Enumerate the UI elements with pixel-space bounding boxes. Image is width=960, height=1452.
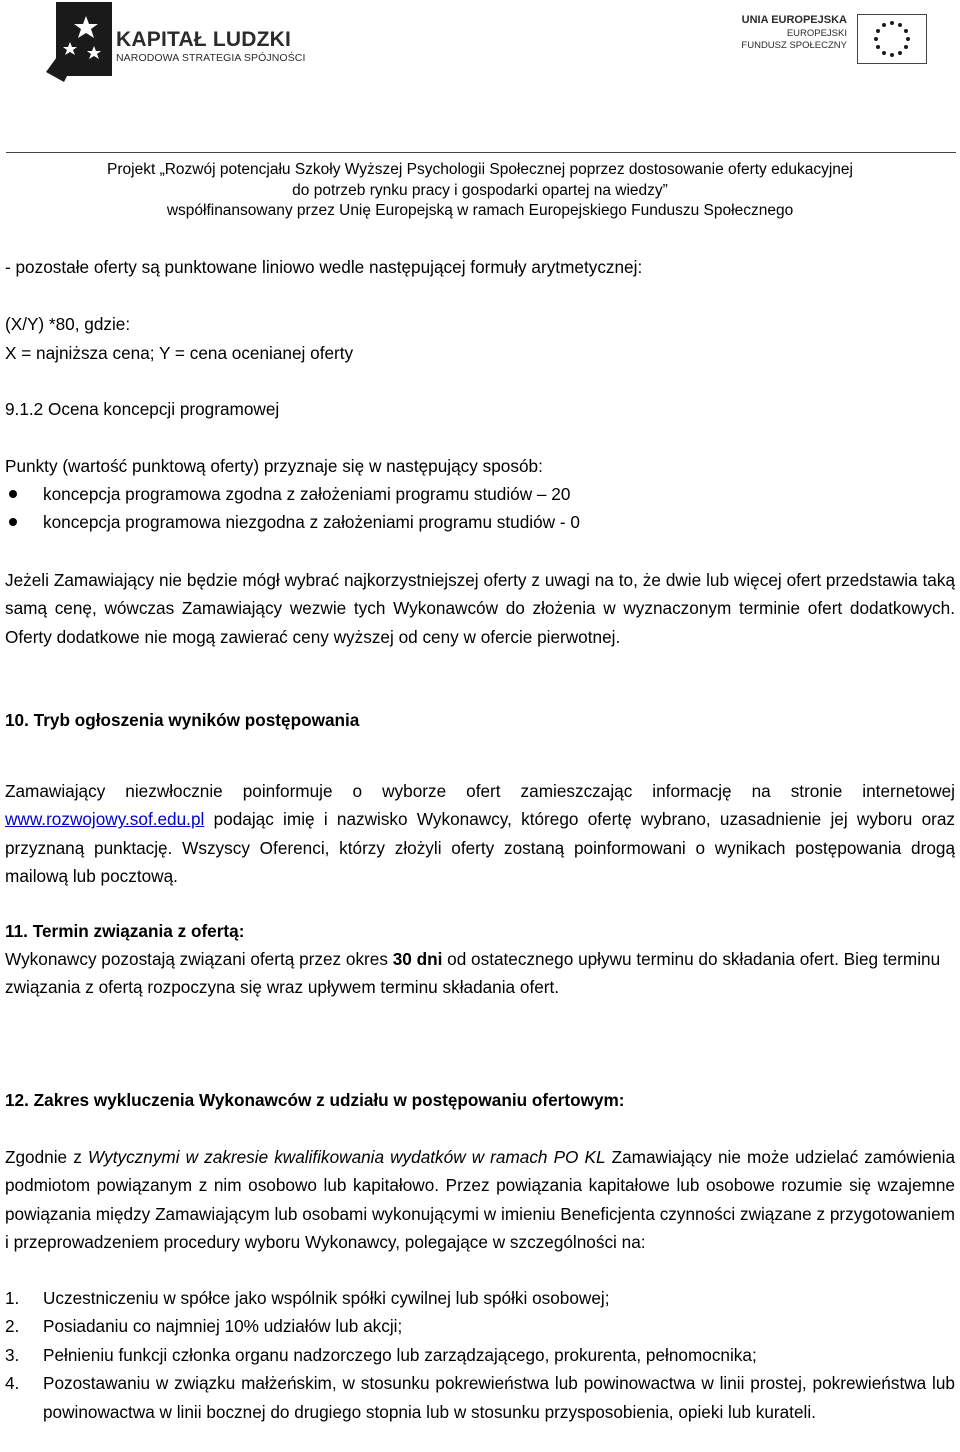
section-11-title: 11. Termin związania z ofertą: [5,921,245,941]
list-number: 1. [5,1288,20,1308]
section-10-text-before: Zamawiający niezwłocznie poinformuje o wyborze ofert zamieszczając informację na stronie internetowej [5,781,955,801]
website-link[interactable]: www.rozwojowy.sof.edu.pl [5,809,205,830]
bullet-icon [9,518,17,526]
eu-logo [741,14,957,70]
list-item [5,1369,955,1426]
section-10-title: 10. Tryb ogłoszenia wyników postępowania [5,710,360,730]
kapital-ludzki-title: KAPITAŁ LUDZKI [116,28,292,51]
list-text: Uczestniczeniu w spółce jako wspólnik spółki cywilnej lub spółki osobowej; [43,1288,610,1308]
eu-line-3: FUNDUSZ SPOŁECZNY [741,40,847,51]
kapital-ludzki-subtitle: NARODOWA STRATEGIA SPÓJNOŚCI [116,52,306,64]
project-header [0,160,960,222]
list-item [5,1341,955,1369]
section-11-bold-days: 30 dni [392,949,443,969]
section-10-paragraph [5,777,955,891]
section-12-italic: Wytycznymi w zakresie kwalifikowania wydatków w ramach PO KL [87,1147,606,1167]
header-rule [6,152,956,153]
bullet-text: koncepcja programowa zgodna z założeniami programu studiów – 20 [43,484,571,504]
project-line-1: Projekt „Rozwój potencjału Szkoły Wyższej Psychologii Społecznej poprzez dostosowanie oferty edukacyjnej [107,161,853,178]
list-number: 2. [5,1316,20,1337]
section-11-text-after: od ostatecznego upływu terminu do składania ofert. Bieg terminu związania z ofertą rozpoczyna się wraz upływem terminu składania ofert. [5,949,941,998]
eu-flag-icon [857,14,927,64]
project-line-3: współfinansowany przez Unię Europejską w ramach Europejskiego Funduszu Społecznego [166,202,794,219]
section-912-intro: Punkty (wartość punktową oferty) przyznaje się w następujący sposób: [5,456,543,476]
section-12-text-after: Zamawiający nie może udzielać zamówienia podmiotom powiązanym z nim osobowo lub kapitałowo. Przez powiązania kapitałowe lub osobowe rozumie się wzajemne powiązania między Zamawiającym lub osobami wykonującymi w imieniu Beneficjenta czynności związane z przygotowaniem i przeprowadzeniem procedury wyboru Wykonawcy, polegające w szczególności na: [5,1147,956,1253]
tie-paragraph: Jeżeli Zamawiający nie będzie mógł wybrać najkorzystniejszej oferty z uwagi na to, że dwie lub więcej ofert przedstawia taką samą cenę, wówczas Zamawiający wezwie tych Wykonawców do złożenia w wyznaczonym terminie ofert dodatkowych. Oferty dodatkowe nie mogą zawierać ceny wyższej od ceny w ofercie pierwotnej. [5,570,955,647]
formula: (X/Y) *80, gdzie: [5,314,131,334]
kapital-ludzki-logo [42,2,306,82]
section-12-title: 12. Zakres wykluczenia Wykonawców z udziału w postępowaniu ofertowym: [5,1090,625,1110]
eu-line-2: EUROPEJSKI [786,28,847,39]
section-11-text-before: Wykonawcy pozostają związani ofertą przez okres [5,949,388,969]
section-12-text-before: Zgodnie z [5,1147,82,1167]
section-12-paragraph [5,1143,955,1257]
list-item [5,1284,955,1312]
list-text: Pełnieniu funkcji członka organu nadzorczego lub zarządzającego, prokurenta, pełnomocnika; [43,1344,757,1365]
section-11-paragraph [5,945,955,1002]
bullet-text: koncepcja programowa niezgodna z założeniami programu studiów - 0 [43,512,580,533]
other-offers-paragraph: - pozostałe oferty są punktowane liniowo wedle następującej formuły arytmetycznej: [5,257,643,277]
list-item [5,508,955,536]
list-item [5,480,955,508]
section-12-list [5,1284,955,1426]
eu-line-1: UNIA EUROPEJSKA [741,14,847,26]
section-10-text-after: podając imię i nazwisko Wykonawcy, którego ofertę wybrano, uzasadnienie jej wyboru oraz przyznaną punktację. Wszyscy Oferenci, którzy złożyli oferty zostaną poinformowani o wynikach postępowania drogą mailową lub pocztową. [5,809,956,887]
list-number: 4. [5,1373,20,1394]
kapital-ludzki-stars-logo [42,2,114,82]
section-912-title: 9.1.2 Ocena koncepcji programowej [5,399,280,419]
eu-logo-text [741,14,847,51]
list-number: 3. [5,1344,20,1365]
list-item [5,1312,955,1340]
formula-legend: X = najniższa cena; Y = cena ocenianej oferty [5,343,354,363]
bullet-icon [9,490,17,498]
project-line-2: do potrzeb rynku pracy i gospodarki opartej na wiedzy” [292,181,668,199]
list-text: Posiadaniu co najmniej 10% udziałów lub akcji; [43,1316,403,1337]
list-text: Pozostawaniu w związku małżeńskim, w stosunku pokrewieństwa lub powinowactwa w linii prostej, pokrewieństwa lub powinowactwa w linii bocznej do drugiego stopnia lub w stosunku przysposobienia, opieki lub kurateli. [43,1373,955,1422]
section-912-bullets [5,480,955,537]
